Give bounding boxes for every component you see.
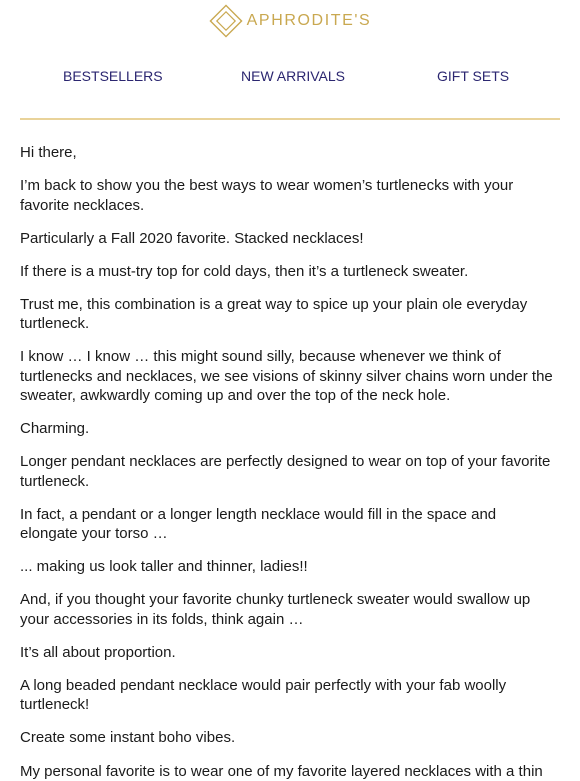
diamond-logo-icon [209, 4, 243, 38]
body-paragraph: Hi there, [20, 144, 77, 161]
body-paragraph: Longer pendant necklaces are perfectly designed to wear on top of your favorite turtleneck. [20, 453, 551, 490]
nav-bestsellers-link[interactable]: BESTSELLERS [63, 68, 163, 84]
body-paragraph: It’s all about proportion. [20, 643, 176, 661]
body-paragraph: If there is a must-try top for cold days, then it’s a turtleneck sweater. [20, 262, 469, 280]
body-paragraph: ... making us look taller and thinner, ladies!! [20, 558, 308, 576]
nav-gift-sets-link[interactable]: GIFT SETS [437, 68, 510, 84]
body-paragraph: And, if you thought your favorite chunky turtleneck sweater would swallow up your accessories in its folds, think again … [20, 591, 531, 628]
email-body [0, 120, 580, 781]
body-paragraph: A long beaded pendant necklace would pair perfectly with your fab woolly turtleneck! [20, 676, 507, 714]
brand-name: APHRODITE'S [246, 12, 372, 29]
brand-logo[interactable] [209, 4, 372, 38]
body-paragraph: I know … I know … this might sound silly, because whenever we think of turtlenecks and necklaces, we see visions of skinny silver chains worn under the sweater, awkwardly coming up and over the top of the neck hole. [20, 348, 553, 405]
body-paragraph: My personal favorite is to wear one of my favorite layered necklaces with a thin [20, 762, 543, 780]
body-paragraph: I’m back to show you the best ways to wear women’s turtlenecks with your favorite necklaces. [20, 177, 514, 214]
body-paragraph: Particularly a Fall 2020 favorite. Stacked necklaces! [20, 229, 364, 247]
email-header [0, 0, 580, 42]
main-nav [0, 42, 580, 108]
body-paragraph: Charming. [20, 420, 90, 438]
nav-new-arrivals-link[interactable]: NEW ARRIVALS [241, 68, 345, 84]
body-paragraph: Trust me, this combination is a great way to spice up your plain ole everyday turtleneck. [20, 295, 528, 333]
body-paragraph: In fact, a pendant or a longer length necklace would fill in the space and elongate your torso … [20, 505, 497, 543]
body-paragraph: Create some instant boho vibes. [20, 729, 236, 747]
